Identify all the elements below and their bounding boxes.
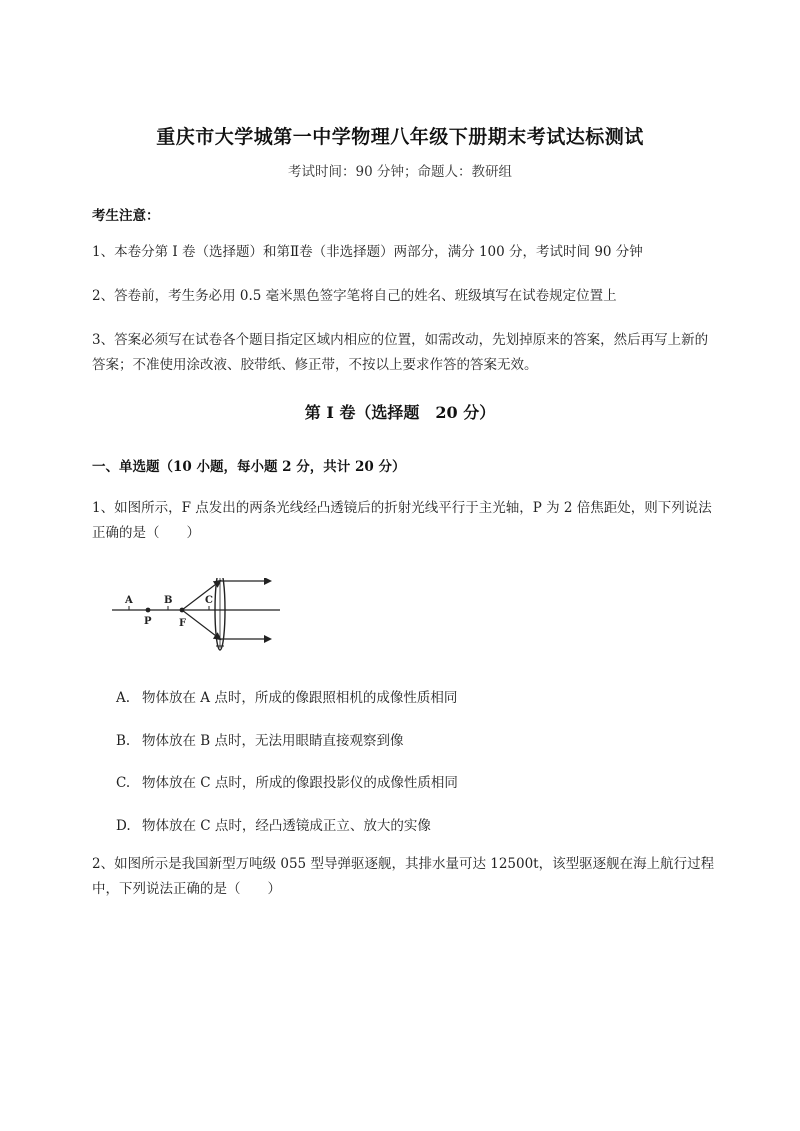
question-1-option-a [116, 686, 457, 706]
question-1-stem: 1、如图所示，F 点发出的两条光线经凸透镜后的折射光线平行于主光轴，P 为 2 倍焦距处，则下列说法正确的是（ ） [92, 500, 712, 541]
part-heading: 一、单选题（10 小题，每小题 2 分，共计 20 分） [92, 459, 406, 475]
section-title-score: 20 分） [435, 403, 496, 422]
option-text: 物体放在 C 点时，所成的像跟投影仪的成像性质相同 [142, 775, 458, 791]
ray-upper-incident [182, 581, 220, 610]
notice-item-1: 1、本卷分第 I 卷（选择题）和第Ⅱ卷（非选择题）两部分，满分 100 分，考试时间 90 分钟 [92, 244, 643, 260]
label-p: P [144, 616, 152, 627]
option-label: D. [116, 818, 131, 834]
notice-heading: 考生注意： [92, 208, 160, 224]
label-f: F [179, 618, 187, 629]
label-b: B [164, 595, 173, 606]
option-text: 物体放在 A 点时，所成的像跟照相机的成像性质相同 [142, 690, 458, 706]
exam-info: 考试时间：90 分钟；命题人：教研组 [288, 164, 512, 180]
question-1-option-c [116, 771, 458, 791]
notice-item-2: 2、答卷前，考生务必用 0.5 毫米黑色签字笔将自己的姓名、班级填写在试卷规定位置上 [92, 288, 617, 304]
question-1-option-b [116, 729, 404, 749]
page-title: 重庆市大学城第一中学物理八年级下册期末考试达标测试 [156, 126, 644, 148]
label-c: C [205, 595, 213, 606]
lens-diagram [112, 578, 288, 664]
option-text: 物体放在 C 点时，经凸透镜成正立、放大的实像 [142, 818, 431, 834]
notice-item-3: 3、答案必须写在试卷各个题目指定区域内相应的位置，如需改动，先划掉原来的答案，然后再写上新的答案；不准使用涂改液、胶带纸、修正带，不按以上要求作答的答案无效。 [92, 332, 709, 373]
question-1-option-d [116, 814, 431, 834]
point-p [146, 608, 151, 613]
question-2-stem: 2、如图所示是我国新型万吨级 055 型导弹驱逐舰，其排水量可达 12500t，该型驱逐舰在海上航行过程中，下列说法正确的是（ ） [92, 856, 715, 897]
option-text: 物体放在 B 点时，无法用眼睛直接观察到像 [142, 733, 404, 749]
option-label: C. [116, 775, 131, 791]
label-a: A [125, 595, 133, 606]
option-label: A. [116, 690, 131, 706]
section-title-main: 第 I 卷（选择题 [304, 403, 420, 422]
section-title [0, 400, 800, 423]
option-label: B. [116, 733, 131, 749]
ray-lower-incident [182, 610, 220, 639]
